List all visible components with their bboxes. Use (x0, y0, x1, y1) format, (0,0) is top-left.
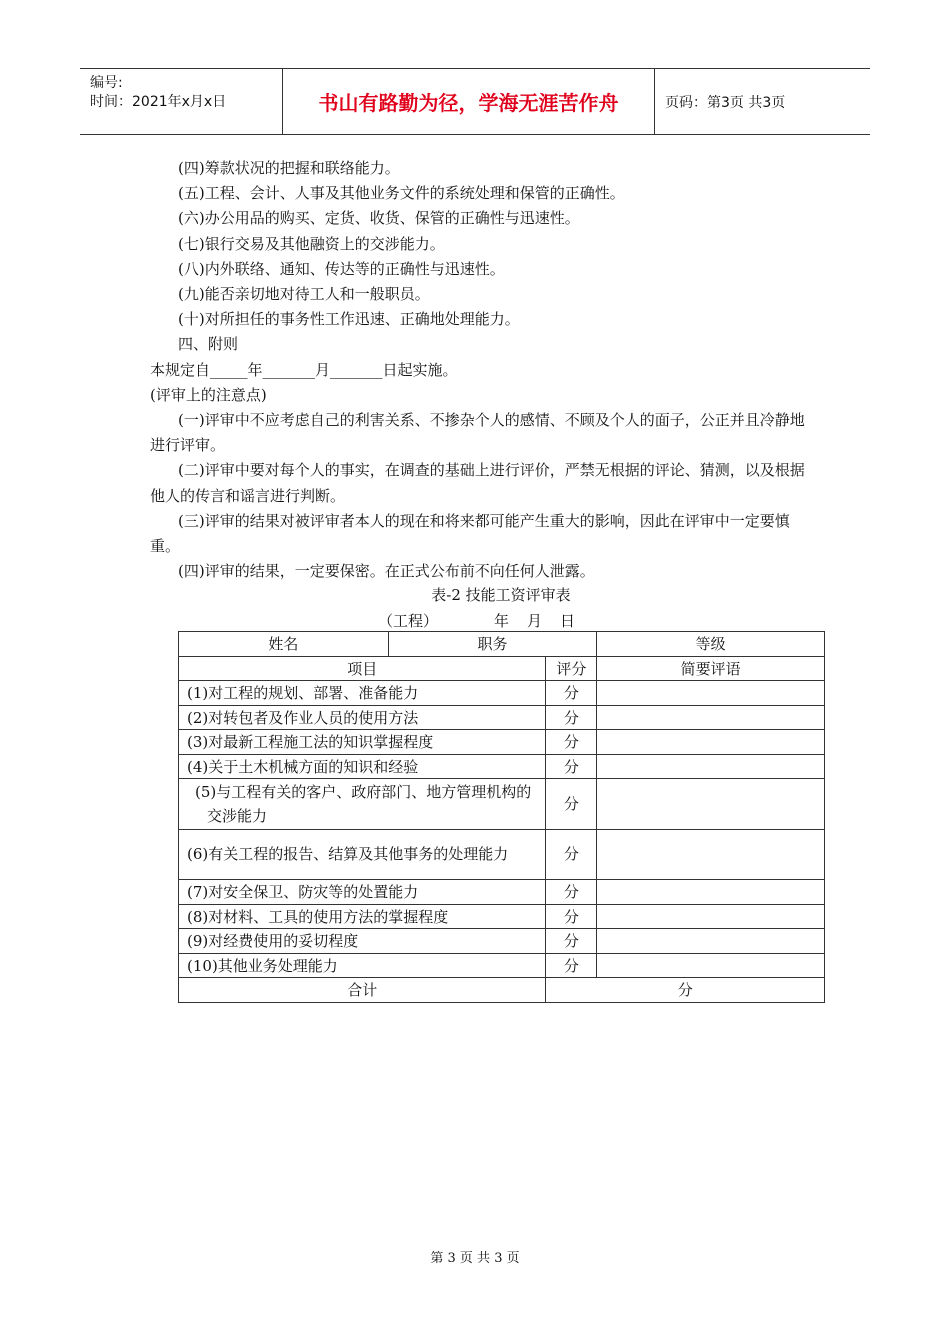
item-cell (179, 779, 546, 830)
sub-project: （工程） (378, 612, 439, 630)
item-cell: (3)对最新工程施工法的知识掌握程度 (179, 730, 546, 755)
comment-cell[interactable] (597, 953, 825, 978)
score-cell: 分 (546, 904, 597, 929)
table-title: 表-2 技能工资评审表 (431, 586, 571, 604)
page-footer: 第 3 页 共 3 页 (430, 1251, 520, 1266)
position-header: 职务 (388, 632, 597, 657)
paragraph: (六)办公用品的购买、定货、收货、保管的正确性与迅速性。 (178, 209, 580, 228)
item-cell: (9)对经费使用的妥切程度 (179, 929, 546, 954)
item-cell: (4)关于土木机械方面的知识和经验 (179, 754, 546, 779)
note-paragraph: (四)评审的结果，一定要保密。在正式公布前不向任何人泄露。 (178, 562, 595, 581)
score-cell: 分 (546, 754, 597, 779)
header-meta (80, 69, 283, 134)
score-cell: 分 (546, 953, 597, 978)
table-row (179, 880, 825, 905)
paragraph: (九)能否亲切地对待工人和一般职员。 (178, 285, 430, 304)
comment-cell[interactable] (597, 730, 825, 755)
score-cell: 分 (546, 829, 597, 880)
comment-cell[interactable] (597, 929, 825, 954)
name-header: 姓名 (179, 632, 389, 657)
note-paragraph: (一)评审中不应考虑自己的利害关系、不掺杂个人的感情、不顾及个人的面子，公正并且冷静地进行评审。 (150, 411, 805, 455)
header-page-info: 页码：第3页 共3页 (665, 94, 786, 111)
table-row (179, 779, 825, 830)
comment-cell[interactable] (597, 779, 825, 830)
item-cell: (6)有关工程的报告、结算及其他事务的处理能力 (179, 829, 546, 880)
paragraph: (五)工程、会计、人事及其他业务文件的系统处理和保管的正确性。 (178, 184, 625, 203)
table-subtitle (378, 610, 575, 631)
table-row (179, 929, 825, 954)
item-text: (5)与工程有关的客户、政府部门、地方管理机构的交涉能力 (195, 782, 532, 825)
comment-cell[interactable] (597, 904, 825, 929)
comment-cell[interactable] (597, 880, 825, 905)
comment-cell[interactable] (597, 754, 825, 779)
score-cell: 分 (546, 929, 597, 954)
score-cell: 分 (546, 779, 597, 830)
item-header: 项目 (179, 656, 546, 681)
code-label: 编号: (90, 75, 123, 91)
table-row (179, 632, 825, 657)
paragraph: (四)筹款状况的把握和联络能力。 (178, 159, 400, 177)
total-score: 分 (546, 978, 825, 1003)
comment-cell[interactable] (597, 681, 825, 706)
score-cell: 分 (546, 705, 597, 730)
evaluation-table (178, 631, 825, 1003)
score-cell: 分 (546, 681, 597, 706)
comment-cell[interactable] (597, 829, 825, 880)
sub-month: 月 (527, 612, 543, 630)
paragraph: (八)内外联络、通知、传达等的正确性与迅速性。 (178, 259, 505, 278)
comment-cell[interactable] (597, 705, 825, 730)
sub-day: 日 (560, 612, 576, 630)
header-motto: 书山有路勤为径，学海无涯苦作舟 (318, 91, 619, 115)
page-header (80, 68, 870, 135)
item-cell: (7)对安全保卫、防灾等的处置能力 (179, 880, 546, 905)
table-row (179, 829, 825, 880)
time-label: 时间：2021年x月x日 (90, 94, 227, 110)
section-heading: 四、附则 (178, 335, 239, 354)
grade-header: 等级 (597, 632, 825, 657)
table-row (179, 681, 825, 706)
table-row (179, 904, 825, 929)
comment-header: 简要评语 (597, 656, 825, 681)
score-cell: 分 (546, 880, 597, 905)
sub-year: 年 (494, 612, 510, 630)
table-row (179, 730, 825, 755)
item-cell: (2)对转包者及作业人员的使用方法 (179, 705, 546, 730)
paragraph: (十)对所担任的事务性工作迅速、正确地处理能力。 (178, 310, 520, 329)
paragraph: (七)银行交易及其他融资上的交涉能力。 (178, 234, 445, 253)
total-label: 合计 (179, 978, 546, 1003)
item-cell: (10)其他业务处理能力 (179, 953, 546, 978)
score-header: 评分 (546, 656, 597, 681)
table-row (179, 978, 825, 1003)
item-cell: (8)对材料、工具的使用方法的掌握程度 (179, 904, 546, 929)
note-paragraph: (三)评审的结果对被评审者本人的现在和将来都可能产生重大的影响，因此在评审中一定要慎重。 (150, 511, 790, 556)
table-row (179, 705, 825, 730)
header-motto-cell (283, 69, 655, 134)
table-row (179, 953, 825, 978)
notes-heading: (评审上的注意点) (150, 385, 267, 404)
effective-date-line: 本规定自_____年_______月_______日起实施。 (150, 360, 458, 379)
item-cell: (1)对工程的规划、部署、准备能力 (179, 681, 546, 706)
note-paragraph: (二)评审中要对每个人的事实，在调查的基础上进行评价，严禁无根据的评论、猜测，以及根据他人的传言和谣言进行判断。 (150, 461, 805, 505)
table-row (179, 656, 825, 681)
score-cell: 分 (546, 730, 597, 755)
document-body (150, 156, 810, 584)
table-row (179, 754, 825, 779)
